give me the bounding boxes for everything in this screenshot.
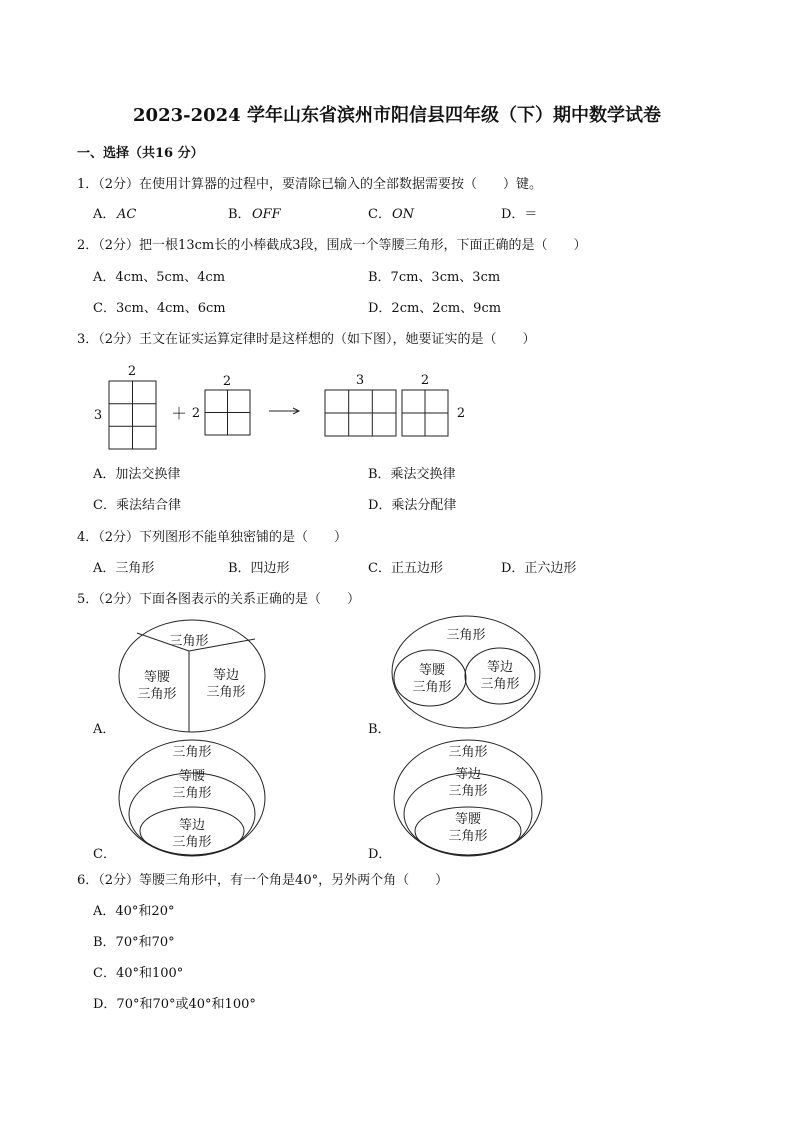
question-5-stem: 5．（2分）下面各图表示的关系正确的是（ ） (77, 592, 361, 607)
b-isosceles-line1: 等腰 (418, 663, 446, 678)
q2-option-d: D．2cm、2cm、9cm (368, 301, 502, 316)
q5-option-c: C． (93, 847, 116, 862)
venn-diagram-d (388, 737, 548, 862)
a-triangle-label: 三角形 (169, 634, 209, 649)
question-1-stem: 1．（2分）在使用计算器的过程中，要清除已输入的全部数据需要按（ ）键。 (77, 177, 543, 192)
a-isosceles-line2: 三角形 (137, 687, 177, 702)
d-equilateral-line2: 三角形 (448, 784, 488, 799)
venn-diagram-c (115, 737, 270, 862)
q3-label-top-2b: 2 (222, 374, 232, 389)
q2-option-a: A．4cm、5cm、4cm (93, 270, 226, 285)
q4-option-b: B．四边形 (228, 561, 290, 576)
c-triangle-label: 三角形 (172, 745, 212, 760)
q2-option-c: C．3cm、4cm、6cm (93, 301, 226, 316)
b-triangle-label: 三角形 (446, 628, 486, 643)
q2-option-b: B．7cm、3cm、3cm (368, 270, 501, 285)
q1-option-c-label: C． (368, 207, 391, 222)
d-triangle-label: 三角形 (448, 745, 488, 760)
q5-option-a: A． (93, 722, 116, 737)
b-isosceles-line2: 三角形 (412, 680, 452, 695)
q4-option-c: C．正五边形 (368, 561, 443, 576)
q3-grid-figure (80, 358, 480, 453)
d-equilateral-line1: 等边 (454, 767, 482, 782)
b-equilateral-line2: 三角形 (480, 677, 520, 692)
q1-option-d: D．＝ (501, 207, 538, 222)
q4-option-a: A．三角形 (93, 561, 155, 576)
q5-option-d: D． (368, 847, 392, 862)
q3-label-left-3: 3 (93, 408, 103, 423)
page-title: 2023-2024 学年山东省滨州市阳信县四年级（下）期中数学试卷 (133, 105, 661, 126)
q1-option-c-value: ON (392, 207, 415, 222)
q3-option-d: D．乘法分配律 (368, 498, 457, 513)
q3-label-top-2: 2 (127, 364, 137, 379)
q6-option-d: D．70°和70°或40°和100° (93, 997, 256, 1012)
q3-label-right-2: 2 (456, 406, 466, 421)
q1-option-a-label: A． (93, 207, 116, 222)
q1-option-b-label: B． (228, 207, 251, 222)
a-equilateral-line1: 等边 (212, 668, 240, 683)
venn-diagram-a (115, 617, 270, 739)
q3-option-b: B．乘法交换律 (368, 467, 456, 482)
q3-label-left-2: 2 (191, 406, 201, 421)
question-4-stem: 4．（2分）下列图形不能单独密铺的是（ ） (77, 530, 348, 545)
b-equilateral-line1: 等边 (486, 660, 514, 675)
d-isosceles-line2: 三角形 (448, 829, 488, 844)
a-isosceles-line1: 等腰 (143, 670, 171, 685)
q6-option-c: C．40°和100° (93, 966, 184, 981)
question-6-stem: 6．（2分）等腰三角形中，有一个角是40°，另外两个角（ ） (77, 873, 449, 888)
q6-option-b: B．70°和70° (93, 935, 175, 950)
a-equilateral-line2: 三角形 (206, 685, 246, 700)
q5-option-b: B． (368, 722, 391, 737)
venn-diagram-b (388, 612, 548, 737)
q3-option-a: A．加法交换律 (93, 467, 181, 482)
q3-label-top-3: 3 (355, 373, 365, 388)
q4-option-d: D．正六边形 (501, 561, 577, 576)
q3-option-c: C．乘法结合律 (93, 498, 181, 513)
c-isosceles-line1: 等腰 (178, 769, 206, 784)
c-equilateral-line1: 等边 (178, 818, 206, 833)
q1-option-a-value: AC (117, 207, 137, 222)
c-isosceles-line2: 三角形 (172, 786, 212, 801)
q1-option-b-value: OFF (252, 207, 281, 222)
d-isosceles-line1: 等腰 (454, 812, 482, 827)
plus-sign: ＋ (170, 404, 188, 423)
q6-option-a: A．40°和20° (93, 904, 175, 919)
question-2-stem: 2．（2分）把一根13cm长的小棒截成3段，围成一个等腰三角形，下面正确的是（ ） (77, 238, 587, 253)
question-3-stem: 3．（2分）王文在证实运算定律时是这样想的（如下图），她要证实的是（ ） (77, 332, 536, 347)
q3-label-top-2c: 2 (420, 373, 430, 388)
section-heading: 一、选择（共16 分） (77, 146, 204, 161)
c-equilateral-line2: 三角形 (172, 835, 212, 850)
